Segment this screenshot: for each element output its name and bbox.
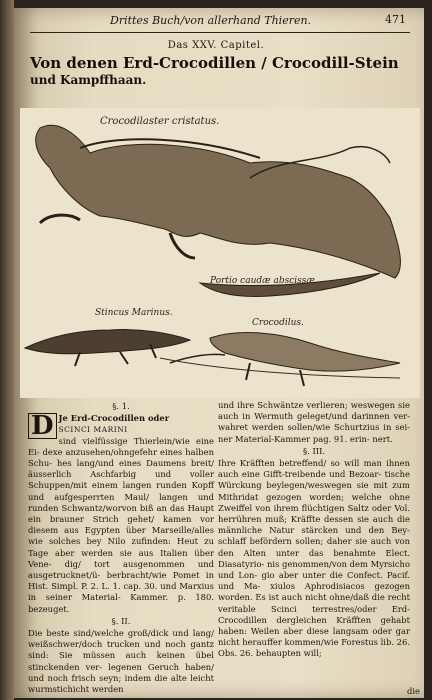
page-number: 471 — [385, 13, 406, 26]
book-spine-edge — [0, 0, 14, 700]
caption-scincus: Stincus Marinus. — [95, 308, 173, 318]
text-column-right — [218, 400, 410, 661]
chapter-heading — [30, 55, 410, 89]
paragraph — [28, 413, 214, 615]
engraving-illustration — [20, 108, 420, 398]
paragraph: und ihre Schwäntze verlieren; weswegen sie auch in Wermuth geleget/und darinnen ver- wahret werden sollen/wie Schurtzius in sei- ner Material-Kammer pag. 91. erin- nert. — [218, 400, 410, 444]
section-marker: §. II. — [111, 615, 131, 626]
heading-line-2: und Kampffhaan. — [30, 73, 147, 87]
engraving-plate — [20, 108, 420, 398]
drop-cap: D — [28, 413, 57, 439]
paragraph-text: sind vielfüssige Thierlein/wie eine Ei- dexe anzusehen/ohngefehr eines halben Schu- hes lang/und eines Daumens breit/äusserlich Aschfarbig und voller Schuppen/mit einem langen runden Kopff und aufgesperrten Maul/ langen und runden Schwantz/worvon biß an das Haupt ein brauner Strich gehet/ kamen vor diesem aus Egypten über Marseille/alles wie solches bey Nilo zufinden: Heut zu Tage aber werden sie aus Italien über Vene- dig/ tort ausgenommen und ausgetrucknet/ü- berbracht/wie Pomet in Hist. Simpl. P. 2. L. 1. cap. 30. und Marxius in seiner Material- Kammer. p. 180. bezeuget. — [28, 435, 214, 614]
paragraph: Die beste sind/welche groß/dick und lang/ weißschwer/doch trucken und noch gantz sind: Sie müssen auch keinen übel stinckenden ver- legenen Geruch haben/ und noch frisch seyn; indem die alte leicht wurmstichicht werden — [28, 628, 214, 695]
section-marker: §. III. — [302, 445, 326, 456]
intro-subtitle: SCINCI MARINI — [58, 425, 128, 435]
section-marker: §. 1. — [112, 401, 130, 411]
running-title: Drittes Buch/von allerhand Thieren. — [110, 14, 312, 27]
caption-crocodilaster: Crocodilaster cristatus. — [100, 116, 220, 127]
caption-crocodile: Crocodilus. — [252, 318, 304, 328]
heading-line-1: Von denen Erd-Crocodillen / Crocodill-Stein — [30, 54, 399, 72]
text-column-left — [28, 400, 214, 696]
paragraph: Ihre Kräfften betreffend/ so will man ihnen auch eine Gifft-treibende und Bezoar- tische Würckung beylegen/weswegen sie mit zum Mithridat gezogen worden; welche ohne Zweiffel von ihrem flüchtigen Saltz oder Vol. herrühren muß; Kräffte dessen sie auch die männliche Natur stärcken und den Bey- schlaff befördern sollen; daher sie auch von den Alten unter das benahmte Elect. Diasatyrio- nis genommen/von dem Myrsicho und Lon- gio aber unter die Confect. Pacif. und Ma- xiulos Aphrodisiacos gezogen worden. Es ist auch nicht ohne/daß die recht veritable Scinci terrestres/oder Erd-Crocodillen dergleichen Kräfften gehabt haben: Weilen aber diese langsam oder gar nicht herauffer kommen/wie Forestus lib. 26. Obs. 26. behaupten will; — [218, 458, 410, 659]
catchword: die — [407, 686, 420, 696]
running-header — [30, 10, 410, 33]
chapter-label: Das XXV. Capitel. — [167, 40, 265, 51]
caption-tail: Portio caudæ abscissæ. — [210, 276, 318, 286]
intro-caps: Je Erd-Crocodillen oder — [58, 413, 170, 424]
